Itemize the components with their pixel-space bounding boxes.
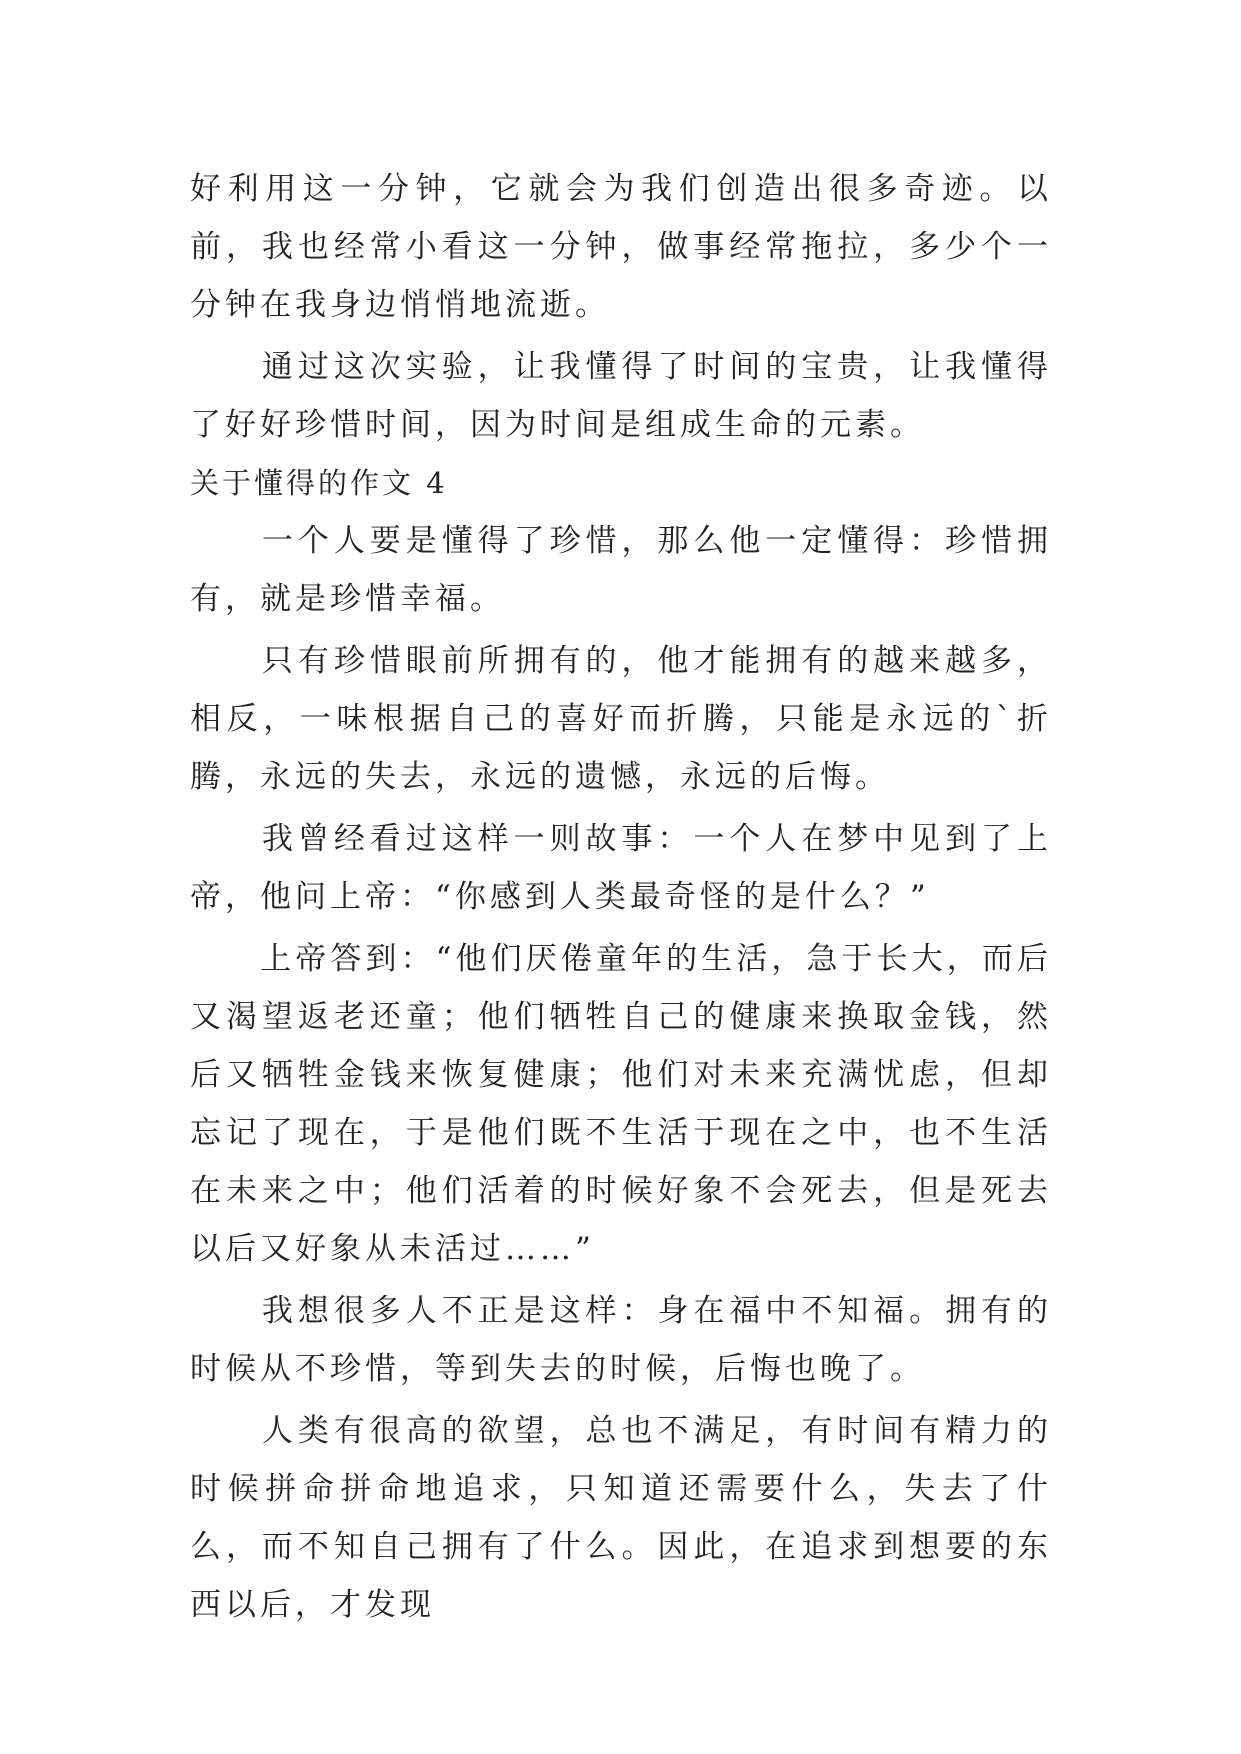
paragraph: 通过这次实验，让我懂得了时间的宝贵，让我懂得了好好珍惜时间，因为时间是组成生命的元素。 xyxy=(190,349,1052,443)
paragraph: 一个人要是懂得了珍惜，那么他一定懂得：珍惜拥有，就是珍惜幸福。 xyxy=(190,523,1052,617)
paragraph: 人类有很高的欲望，总也不满足，有时间有精力的时候拼命拼命地追求，只知道还需要什么，失去了什么，而不知自己拥有了什么。因此，在追求到想要的东西以后，才发现 xyxy=(190,1413,1052,1623)
paragraph: 我曾经看过这样一则故事：一个人在梦中见到了上帝，他问上帝：“你感到人类最奇怪的是什么？” xyxy=(190,821,1052,915)
paragraph: 好利用这一分钟，它就会为我们创造出很多奇迹。以前，我也经常小看这一分钟，做事经常拖拉，多少个一分钟在我身边悄悄地流逝。 xyxy=(190,171,1052,323)
paragraph: 只有珍惜眼前所拥有的，他才能拥有的越来越多，相反，一味根据自己的喜好而折腾，只能是永远的`折腾，永远的失去，永远的遗憾，永远的后悔。 xyxy=(190,643,1052,795)
section-title: 关于懂得的作文 4 xyxy=(190,466,448,500)
paragraph: 上帝答到：“他们厌倦童年的生活，急于长大，而后又渴望返老还童；他们牺牲自己的健康来换取金钱，然后又牺牲金钱来恢复健康；他们对未来充满忧虑，但却忘记了现在，于是他们既不生活于现在之中，也不生活在未来之中；他们活着的时候好象不会死去，但是死去以后又好象从未活过……” xyxy=(190,941,1052,1267)
document-body xyxy=(190,160,1052,1638)
paragraph: 我想很多人不正是这样：身在福中不知福。拥有的时候从不珍惜，等到失去的时候，后悔也晚了。 xyxy=(190,1293,1052,1387)
